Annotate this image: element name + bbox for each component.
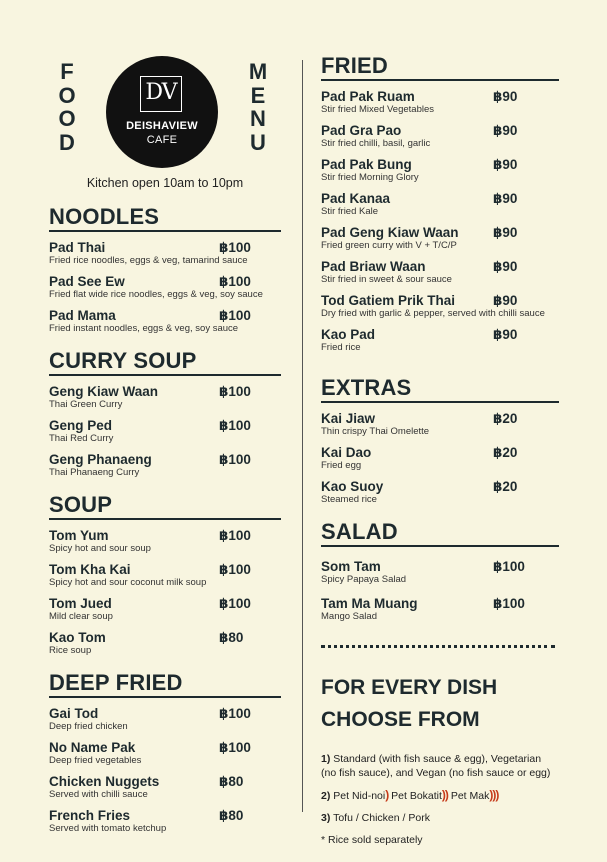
item-name: Geng Phanaeng xyxy=(49,452,152,467)
spice-level-3: Pet Mak xyxy=(450,790,490,802)
item-name: Pad See Ew xyxy=(49,274,125,289)
spice-level-1: Pet Nid-noi xyxy=(333,790,386,802)
menu-item xyxy=(49,774,281,801)
item-desc: Deep fried chicken xyxy=(49,721,128,732)
section-title-deep-fried: DEEP FRIED xyxy=(49,671,281,698)
dotted-separator xyxy=(321,645,555,648)
item-name: Gai Tod xyxy=(49,706,99,721)
menu-item xyxy=(321,327,559,354)
choice-number: 3) xyxy=(321,812,331,824)
menu-item xyxy=(49,418,281,445)
item-price: ฿90 xyxy=(493,259,518,274)
item-desc: Thai Green Curry xyxy=(49,399,123,410)
item-price: ฿100 xyxy=(219,706,251,721)
menu-item xyxy=(49,596,281,623)
cafe-logo xyxy=(106,56,218,168)
item-name: Pad Pak Ruam xyxy=(321,89,415,104)
item-price: ฿100 xyxy=(493,596,525,611)
menu-item xyxy=(49,452,281,479)
menu-item xyxy=(321,123,559,150)
item-price: ฿90 xyxy=(493,293,518,308)
item-price: ฿100 xyxy=(219,528,251,543)
item-desc: Thin crispy Thai Omelette xyxy=(321,426,430,437)
menu-item xyxy=(321,157,559,184)
item-desc: Stir fried in sweet & sour sauce xyxy=(321,274,452,285)
item-desc: Stir fried Kale xyxy=(321,206,379,217)
menu-item xyxy=(321,259,559,286)
item-name: No Name Pak xyxy=(49,740,136,755)
chili-icon: ))) xyxy=(489,788,499,802)
item-desc: Stir fried Mixed Vegetables xyxy=(321,104,435,115)
menu-letter: U xyxy=(250,129,266,155)
item-desc: Rice soup xyxy=(49,645,92,656)
item-name: Kao Suoy xyxy=(321,479,384,494)
menu-item xyxy=(49,706,281,733)
menu-item xyxy=(49,384,281,411)
section-title-extras: EXTRAS xyxy=(321,376,559,403)
item-price: ฿100 xyxy=(493,559,525,574)
menu-item xyxy=(321,191,559,218)
item-name: Tom Jued xyxy=(49,596,112,611)
menu-item xyxy=(321,293,559,320)
item-desc: Fried instant noodles, eggs & veg, soy sauce xyxy=(49,323,239,334)
menu-letter: M xyxy=(248,59,268,84)
choice-protein xyxy=(321,811,559,825)
item-name: Pad Thai xyxy=(49,240,106,255)
food-vertical-title xyxy=(55,60,79,154)
item-name: Pad Kanaa xyxy=(321,191,391,206)
item-name: French Fries xyxy=(49,808,131,823)
item-desc: Fried rice xyxy=(321,342,361,353)
item-desc: Stir fried Morning Glory xyxy=(321,172,419,183)
item-name: Tom Kha Kai xyxy=(49,562,131,577)
item-price: ฿100 xyxy=(219,562,251,577)
choose-heading-line1: FOR EVERY DISH xyxy=(321,676,498,699)
menu-item xyxy=(321,411,559,438)
item-desc: Spicy Papaya Salad xyxy=(321,574,407,585)
logo-mark: DV xyxy=(140,76,182,112)
kitchen-hours: Kitchen open 10am to 10pm xyxy=(86,176,244,190)
item-price: ฿80 xyxy=(219,630,244,645)
menu-item xyxy=(321,559,559,586)
menu-item xyxy=(49,562,281,589)
choice-number: 2) xyxy=(321,790,331,802)
item-price: ฿100 xyxy=(219,308,251,323)
item-name: Chicken Nuggets xyxy=(49,774,160,789)
item-desc: Dry fried with garlic & pepper, served with chilli sauce xyxy=(321,308,545,319)
menu-vertical-title xyxy=(246,60,270,154)
item-desc: Mild clear soup xyxy=(49,611,113,622)
item-price: ฿100 xyxy=(219,596,251,611)
choice-spice xyxy=(321,788,559,803)
item-desc: Fried flat wide rice noodles, eggs & veg, soy sauce xyxy=(49,289,263,300)
menu-item xyxy=(49,808,281,835)
rice-note: * Rice sold separately xyxy=(321,834,423,846)
section-title-fried: FRIED xyxy=(321,54,559,81)
item-desc: Fried egg xyxy=(321,460,362,471)
item-desc: Stir fried chilli, basil, garlic xyxy=(321,138,431,149)
item-name: Geng Kiaw Waan xyxy=(49,384,159,399)
menu-item xyxy=(321,445,559,472)
item-price: ฿90 xyxy=(493,327,518,342)
menu-item xyxy=(49,630,281,657)
menu-item xyxy=(321,479,559,506)
menu-letter: E xyxy=(250,82,266,108)
food-letter: F xyxy=(60,59,74,84)
item-price: ฿100 xyxy=(219,240,251,255)
menu-item xyxy=(321,225,559,252)
menu-item xyxy=(49,308,281,335)
menu-item xyxy=(49,240,281,267)
chili-icon: )) xyxy=(441,788,448,802)
choice-text: Tofu / Chicken / Pork xyxy=(333,812,430,824)
choice-standard xyxy=(321,752,559,780)
choice-number: 1) xyxy=(321,753,331,765)
item-name: Pad Briaw Waan xyxy=(321,259,426,274)
menu-item xyxy=(49,528,281,555)
item-name: Tam Ma Muang xyxy=(321,596,418,611)
item-desc: Served with chilli sauce xyxy=(49,789,148,800)
item-desc: Thai Phanaeng Curry xyxy=(49,467,140,478)
choose-heading-line2: CHOOSE FROM xyxy=(321,708,480,731)
menu-item xyxy=(321,89,559,116)
item-name: Pad Pak Bung xyxy=(321,157,412,172)
item-desc: Fried rice noodles, eggs & veg, tamarind sauce xyxy=(49,255,248,266)
item-price: ฿100 xyxy=(219,274,251,289)
logo-name: DEISHAVIEW xyxy=(126,120,198,132)
chili-icon: ) xyxy=(385,788,389,802)
item-desc: Deep fried vegetables xyxy=(49,755,142,766)
item-price: ฿90 xyxy=(493,191,518,206)
item-desc: Served with tomato ketchup xyxy=(49,823,167,834)
section-title-salad: SALAD xyxy=(321,520,559,547)
menu-letter: N xyxy=(250,106,266,131)
spice-level-2: Pet Bokatit xyxy=(391,790,442,802)
item-price: ฿90 xyxy=(493,225,518,240)
item-name: Kao Pad xyxy=(321,327,376,342)
item-name: Geng Ped xyxy=(49,418,113,433)
item-price: ฿20 xyxy=(493,411,518,426)
food-letter: D xyxy=(59,129,75,155)
menu-item xyxy=(321,596,559,623)
item-desc: Mango Salad xyxy=(321,611,377,622)
item-price: ฿100 xyxy=(219,418,251,433)
food-letter: O xyxy=(58,106,76,131)
food-letter: O xyxy=(58,82,76,108)
item-price: ฿80 xyxy=(219,808,244,823)
item-name: Tom Yum xyxy=(49,528,109,543)
item-name: Kai Dao xyxy=(321,445,372,460)
item-price: ฿100 xyxy=(219,384,251,399)
logo-sub: CAFE xyxy=(146,134,178,146)
right-column xyxy=(321,54,559,855)
menu-item xyxy=(49,274,281,301)
item-price: ฿90 xyxy=(493,123,518,138)
section-title-soup: SOUP xyxy=(49,493,281,520)
item-name: Pad Geng Kiaw Waan xyxy=(321,225,459,240)
section-title-curry-soup: CURRY SOUP xyxy=(49,349,281,376)
item-name: Kai Jiaw xyxy=(321,411,376,426)
item-price: ฿20 xyxy=(493,445,518,460)
item-price: ฿90 xyxy=(493,157,518,172)
item-desc: Fried green curry with V + T/C/P xyxy=(321,240,457,251)
item-name: Pad Gra Pao xyxy=(321,123,402,138)
item-desc: Spicy hot and sour coconut milk soup xyxy=(49,577,207,588)
section-title-noodles: NOODLES xyxy=(49,205,281,232)
left-column xyxy=(49,205,281,842)
item-price: ฿100 xyxy=(219,740,251,755)
menu-item xyxy=(49,740,281,767)
item-price: ฿90 xyxy=(493,89,518,104)
item-desc: Thai Red Curry xyxy=(49,433,114,444)
item-price: ฿80 xyxy=(219,774,244,789)
item-desc: Steamed rice xyxy=(321,494,377,505)
item-name: Tod Gatiem Prik Thai xyxy=(321,293,456,308)
column-divider xyxy=(302,60,303,812)
choices-list xyxy=(321,752,559,847)
item-price: ฿20 xyxy=(493,479,518,494)
item-name: Kao Tom xyxy=(49,630,106,645)
item-price: ฿100 xyxy=(219,452,251,467)
item-name: Pad Mama xyxy=(49,308,116,323)
item-name: Som Tam xyxy=(321,559,381,574)
choice-text: Standard (with fish sauce & egg), Vegetarian (no fish sauce), and Vegan (no fish sauce or egg) xyxy=(321,753,551,779)
item-desc: Spicy hot and sour soup xyxy=(49,543,151,554)
